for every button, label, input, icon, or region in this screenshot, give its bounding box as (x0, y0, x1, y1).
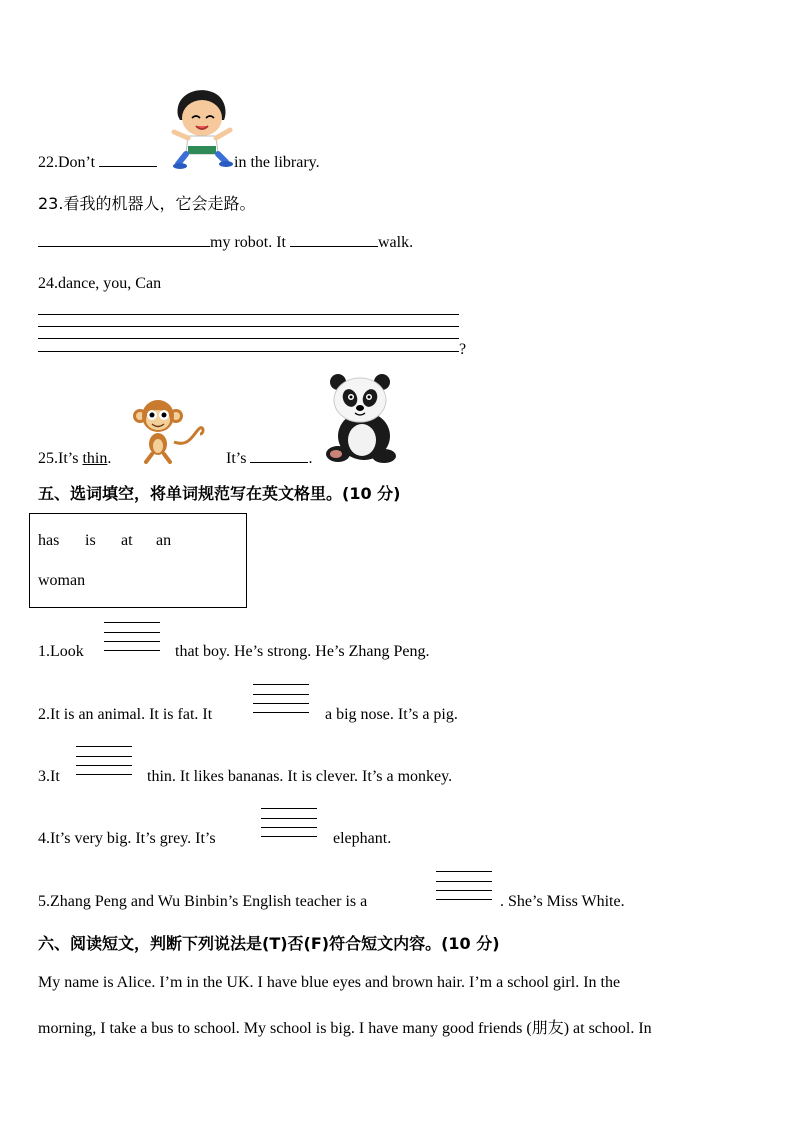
question-22 (38, 154, 157, 172)
q25-period: . (107, 450, 112, 467)
question-25 (38, 450, 111, 468)
word-bank-item: at (121, 532, 133, 549)
s5-item-4-before: 4.It’s very big. It’s grey. It’s (38, 830, 216, 847)
section-6-title: 六、阅读短文，判断下列说法是(T)否(F)符合短文内容。(10 分) (38, 934, 500, 953)
q24-writing-line-1[interactable] (38, 314, 459, 315)
s5-item-2-before: 2.It is an animal. It is fat. It (38, 706, 213, 723)
question-23 (38, 234, 413, 252)
q22-prefix: 22.Don’t (38, 154, 96, 171)
q24-writing-line-2[interactable] (38, 326, 459, 327)
q23-chinese: 23.看我的机器人，它会走路。 (38, 194, 256, 213)
s5-item-1-after: that boy. He’s strong. He’s Zhang Peng. (175, 643, 430, 660)
q22-suffix: in the library. (234, 154, 320, 171)
q24-end-mark: ? (459, 341, 467, 358)
q23-blank-2[interactable] (290, 246, 378, 247)
boy-illustration (168, 86, 234, 170)
s5-item-5-after: . She’s Miss White. (500, 893, 625, 910)
q23-blank-1[interactable] (38, 246, 210, 247)
section-5-title: 五、选词填空，将单词规范写在英文格里。(10 分) (38, 484, 401, 503)
s5-item-2-writing-box[interactable] (253, 684, 309, 713)
passage-line-2: morning, I take a bus to school. My school is big. I have many good friends (朋友) at school. In (38, 1020, 652, 1037)
word-bank-item: an (156, 532, 172, 549)
q25-word: thin (82, 450, 108, 467)
q25-second-label: It’s (226, 450, 247, 467)
q25-blank[interactable] (250, 462, 308, 463)
monkey-illustration (130, 398, 206, 464)
q23-part2: walk. (378, 234, 414, 251)
word-bank-item: woman (38, 572, 86, 589)
passage-line-1: My name is Alice. I’m in the UK. I have blue eyes and brown hair. I’m a school girl. In the (38, 974, 621, 991)
s5-item-3-before: 3.It (38, 768, 60, 785)
s5-item-5-writing-box[interactable] (436, 871, 492, 900)
s5-item-1-before: 1.Look (38, 643, 84, 660)
q25-second-period: . (308, 450, 313, 467)
q24-writing-line-4[interactable] (38, 351, 459, 352)
word-bank-box (29, 513, 247, 608)
q25-prefix: 25.It’s (38, 450, 79, 467)
q24-prompt: 24.dance, you, Can (38, 275, 162, 292)
panda-illustration (322, 370, 402, 464)
q23-part1: my robot. It (210, 234, 286, 251)
s5-item-4-after: elephant. (333, 830, 392, 847)
s5-item-3-after: thin. It likes bananas. It is clever. It’s a monkey. (147, 768, 453, 785)
s5-item-4-writing-box[interactable] (261, 808, 317, 837)
q25-second (226, 450, 312, 468)
q24-writing-line-3[interactable] (38, 338, 459, 339)
s5-item-3-writing-box[interactable] (76, 746, 132, 775)
q22-blank[interactable] (99, 166, 157, 167)
word-bank-item: has (38, 532, 60, 549)
s5-item-5-before: 5.Zhang Peng and Wu Binbin’s English teacher is a (38, 893, 368, 910)
s5-item-2-after: a big nose. It’s a pig. (325, 706, 458, 723)
s5-item-1-writing-box[interactable] (104, 622, 160, 651)
word-bank-item: is (85, 532, 96, 549)
